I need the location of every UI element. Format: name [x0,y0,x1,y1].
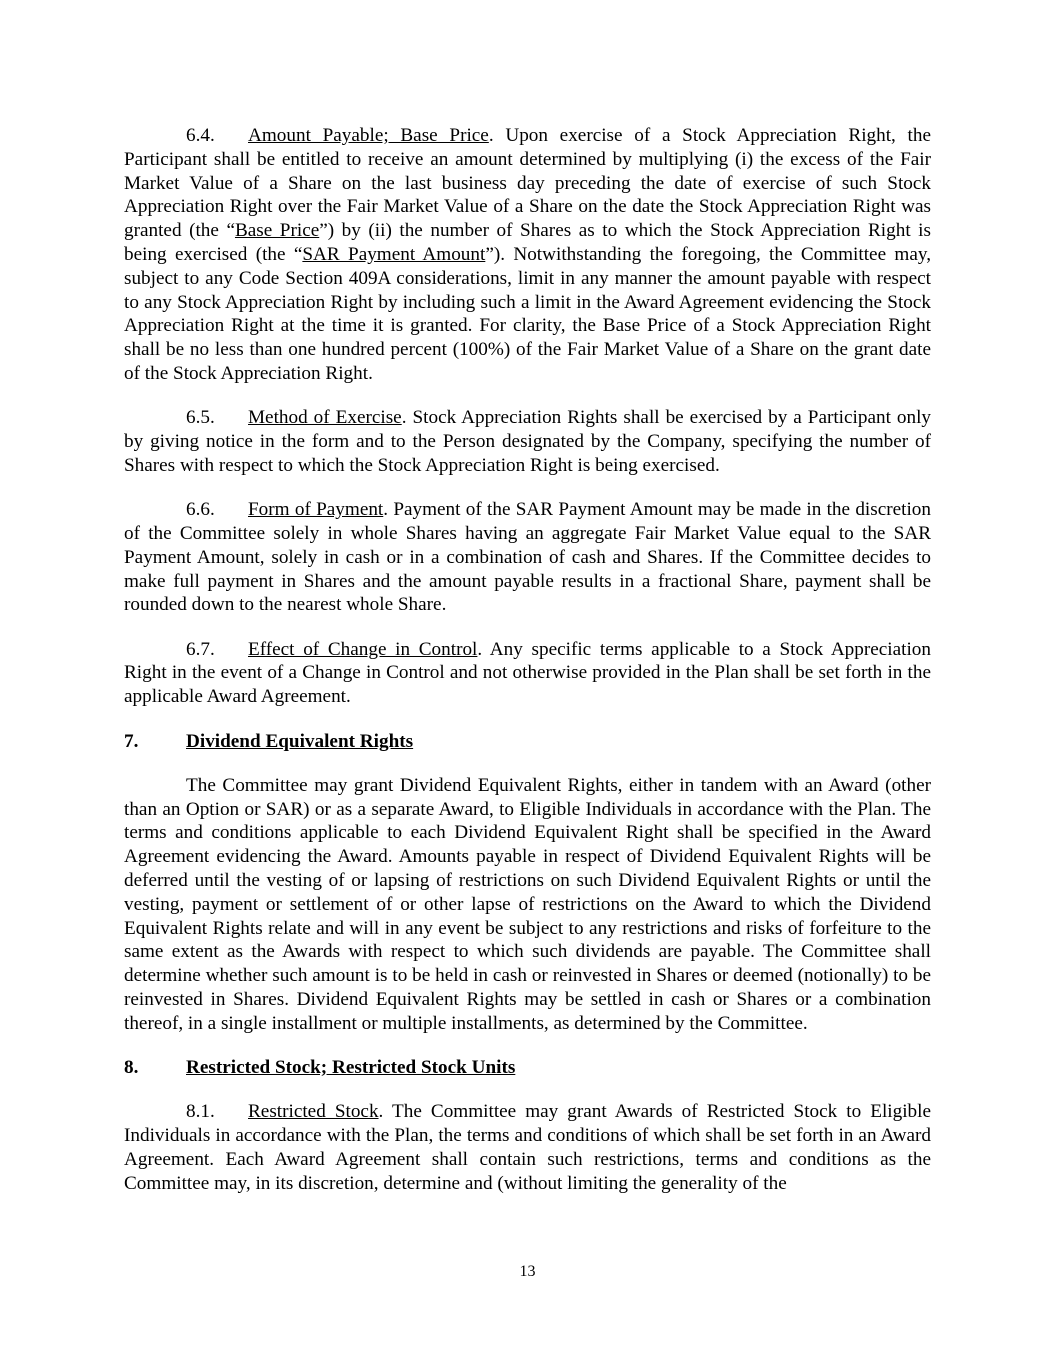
heading-number: 8. [124,1057,139,1079]
section-6-4 [124,124,931,386]
section-number: 6.6. [186,499,215,521]
section-title: Restricted Stock [248,1101,379,1123]
section-text: . Upon exercise of a Stock Appreciation Right, the Participant shall be entitled to receive an amount determined by multiplying (i) the excess of the Fair Market Value of a Share on the last business day preceding the date of exercise of such Stock Appreciation Right over the Fair Market Value of a Share on the date the Stock Appreciation Right was granted (the “ [124,125,931,242]
section-number: 8.1. [186,1101,215,1123]
section-title: Form of Payment [248,499,384,521]
heading-section-8 [124,1056,931,1080]
section-text: . The Committee may grant Awards of Restricted Stock to Eligible Individuals in accordance with the Plan, the terms and conditions of which shall be set forth in an Award Agreement. Each Award Agreement shall contain such restrictions, terms and conditions as the Committee may, in its discretion, determine and (without limiting the generality of the [124,1101,931,1194]
section-8-1 [124,1100,931,1195]
heading-section-7 [124,730,931,754]
section-number: 6.7. [186,638,215,660]
section-7-body: The Committee may grant Dividend Equivalent Rights, either in tandem with an Award (other than an Option or SAR) or as a separate Award, to Eligible Individuals in accordance with the Plan. The terms and conditions applicable to each Dividend Equivalent Right shall be specified in the Award Agreement evidencing the Award. Amounts payable in respect of Dividend Equivalent Rights will be deferred until the vesting of or lapsing of restrictions on such Dividend Equivalent Rights or until the vesting, payment or settlement of or other lapse of restrictions on the Award to which the Dividend Equivalent Rights relate and will in any event be subject to any restrictions and risks of forfeiture to the same extent as the Awards with respect to which such dividends are payable. The Committee shall determine whether such amount is to be held in cash or reinvested in Shares or deemed (notionally) to be reinvested in Shares. Dividend Equivalent Rights may be settled in cash or Shares or a combination thereof, in a single installment or multiple installments, as determined by the Committee. [124,774,931,1034]
section-number: 6.4. [186,125,215,146]
defined-term-sar-payment-amount: SAR Payment Amount [302,243,486,265]
section-title: Method of Exercise [248,407,402,429]
section-number: 6.5. [186,407,215,429]
section-text: . Any specific terms applicable to a Stock Appreciation Right in the event of a Change in Control and not otherwise provided in the Plan shall be set forth in the applicable Award Agreement. [124,638,931,708]
section-title: Amount Payable; Base Price [248,125,489,146]
section-6-5 [124,406,931,477]
heading-title: Dividend Equivalent Rights [186,730,414,752]
defined-term-base-price: Base Price [234,220,320,242]
heading-number: 7. [124,730,139,752]
heading-title: Restricted Stock; Restricted Stock Units [186,1057,516,1079]
document-page [124,124,931,1216]
section-6-6 [124,498,931,617]
section-text: ”). Notwithstanding the foregoing, the Committee may, subject to any Code Section 409A considerations, limit in any manner the amount payable with respect to any Stock Appreciation Right by including such a limit in the Award Agreement evidencing the Stock Appreciation Right at the time it is granted. For clarity, the Base Price of a Stock Appreciation Right shall be no less than one hundred percent (100%) of the Fair Market Value of a Share on the grant date of the Stock Appreciation Right. [124,243,931,384]
section-text: . Payment of the SAR Payment Amount may be made in the discretion of the Committee solely in whole Shares having an aggregate Fair Market Value equal to the SAR Payment Amount, solely in cash or in a combination of cash and Shares. If the Committee decides to make full payment in Shares and the amount payable results in a fractional Share, payment shall be rounded down to the nearest whole Share. [124,499,931,616]
section-title: Effect of Change in Control [248,638,478,660]
section-text: . Stock Appreciation Rights shall be exercised by a Participant only by giving notice in the form and to the Person designated by the Company, specifying the number of Shares with respect to which the Stock Appreciation Right is being exercised. [124,407,931,476]
section-6-7 [124,638,931,709]
section-text: ”) by (ii) the number of Shares as to which the Stock Appreciation Right is being exercised (the “ [124,220,931,265]
page-number: 13 [519,1263,536,1280]
